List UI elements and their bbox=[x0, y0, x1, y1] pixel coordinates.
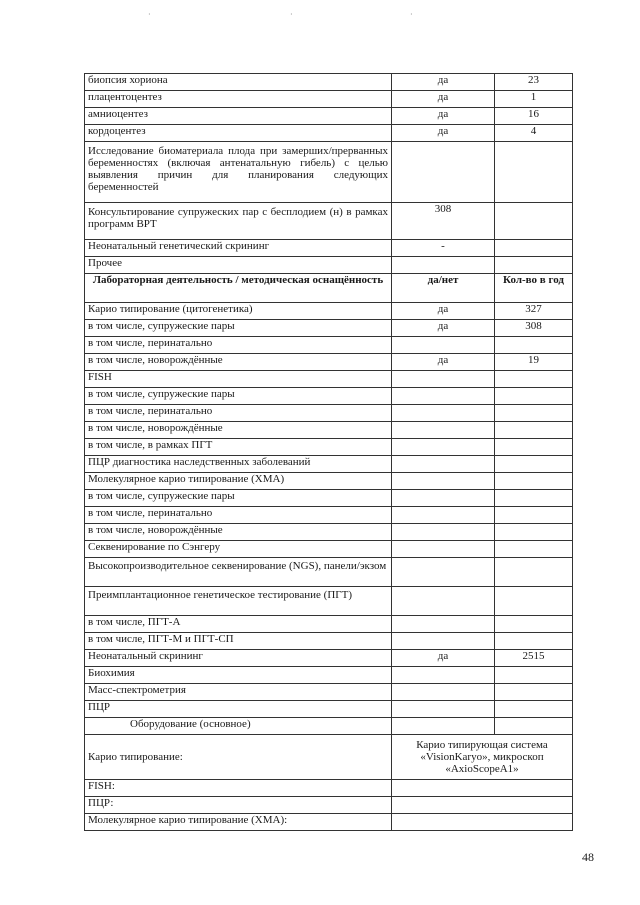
yes-no-header: да/нет bbox=[392, 274, 495, 303]
count-cell: 19 bbox=[495, 354, 573, 371]
count-cell: 1 bbox=[495, 91, 573, 108]
row-label: Прочее bbox=[85, 257, 392, 274]
yes-no-cell bbox=[392, 490, 495, 507]
table-row bbox=[85, 587, 573, 616]
table-row bbox=[85, 337, 573, 354]
table-row bbox=[85, 108, 573, 125]
row-label: в том числе, ПГТ-М и ПГТ-СП bbox=[85, 633, 392, 650]
yes-no-cell bbox=[392, 388, 495, 405]
table-row bbox=[85, 142, 573, 203]
table-row bbox=[85, 524, 573, 541]
table-row bbox=[85, 439, 573, 456]
yes-no-cell bbox=[392, 371, 495, 388]
row-label: Биохимия bbox=[85, 667, 392, 684]
count-cell: 4 bbox=[495, 125, 573, 142]
count-cell bbox=[495, 240, 573, 257]
count-cell bbox=[495, 558, 573, 587]
table-row bbox=[85, 473, 573, 490]
yes-no-cell bbox=[392, 405, 495, 422]
section-header-row bbox=[85, 274, 573, 303]
table-row bbox=[85, 371, 573, 388]
equipment-header-row bbox=[85, 718, 573, 735]
row-label: ПЦР диагностика наследственных заболеваний bbox=[85, 456, 392, 473]
row-label: в том числе, перинатально bbox=[85, 507, 392, 524]
equipment-description bbox=[392, 780, 573, 797]
count-cell bbox=[495, 667, 573, 684]
count-cell bbox=[495, 473, 573, 490]
table-row bbox=[85, 91, 573, 108]
yes-no-cell bbox=[392, 439, 495, 456]
table-row bbox=[85, 701, 573, 718]
table-row bbox=[85, 257, 573, 274]
row-label: Карио типирование: bbox=[85, 735, 392, 780]
scan-speck: · bbox=[410, 10, 413, 19]
equipment-description: Карио типирующая система «VisionKaryo», микроскоп «AxioScopeA1» bbox=[392, 735, 573, 780]
count-header: Кол-во в год bbox=[495, 274, 573, 303]
count-cell: 16 bbox=[495, 108, 573, 125]
table-row bbox=[85, 616, 573, 633]
count-cell bbox=[495, 701, 573, 718]
yes-no-cell bbox=[392, 541, 495, 558]
count-cell bbox=[495, 422, 573, 439]
row-label: в том числе, перинатально bbox=[85, 405, 392, 422]
count-cell bbox=[495, 507, 573, 524]
table-row bbox=[85, 797, 573, 814]
count-cell bbox=[495, 371, 573, 388]
count-cell bbox=[495, 337, 573, 354]
row-label: ПЦР: bbox=[85, 797, 392, 814]
row-label: в том числе, новорождённые bbox=[85, 524, 392, 541]
count-cell: 327 bbox=[495, 303, 573, 320]
table-row bbox=[85, 354, 573, 371]
yes-no-cell: - bbox=[392, 240, 495, 257]
count-cell bbox=[495, 439, 573, 456]
row-label: амниоцентез bbox=[85, 108, 392, 125]
count-cell bbox=[495, 456, 573, 473]
table-row bbox=[85, 303, 573, 320]
row-label: FISH bbox=[85, 371, 392, 388]
table-row bbox=[85, 490, 573, 507]
yes-no-cell: да bbox=[392, 354, 495, 371]
yes-no-cell: да bbox=[392, 125, 495, 142]
section-header-label: Лабораторная деятельность / методическая оснащённость bbox=[85, 274, 392, 303]
yes-no-cell: да bbox=[392, 108, 495, 125]
row-label: кордоцентез bbox=[85, 125, 392, 142]
count-cell bbox=[495, 490, 573, 507]
row-label: Консультирование супружеских пар с бесплодием (н) в рамках программ ВРТ bbox=[85, 203, 392, 240]
table-row bbox=[85, 541, 573, 558]
row-label: FISH: bbox=[85, 780, 392, 797]
page-number: 48 bbox=[582, 850, 594, 864]
equipment-description bbox=[392, 797, 573, 814]
count-cell bbox=[495, 388, 573, 405]
yes-no-cell bbox=[392, 257, 495, 274]
table-row bbox=[85, 735, 573, 780]
table-row bbox=[85, 814, 573, 831]
count-cell: 23 bbox=[495, 74, 573, 91]
row-label: в том числе, супружеские пары bbox=[85, 388, 392, 405]
table-row bbox=[85, 74, 573, 91]
row-label: в том числе, супружеские пары bbox=[85, 320, 392, 337]
yes-no-cell bbox=[392, 701, 495, 718]
yes-no-cell bbox=[392, 142, 495, 203]
row-label: плацентоцентез bbox=[85, 91, 392, 108]
table-row bbox=[85, 684, 573, 701]
table-row bbox=[85, 650, 573, 667]
count-cell bbox=[495, 405, 573, 422]
count-cell bbox=[495, 616, 573, 633]
equipment-header-label: Оборудование (основное) bbox=[85, 718, 392, 735]
table-row bbox=[85, 240, 573, 257]
count-cell bbox=[495, 587, 573, 616]
yes-no-cell bbox=[392, 507, 495, 524]
count-cell bbox=[495, 718, 573, 735]
row-label: Масс-спектрометрия bbox=[85, 684, 392, 701]
row-label: в том числе, перинатально bbox=[85, 337, 392, 354]
yes-no-cell bbox=[392, 337, 495, 354]
yes-no-cell bbox=[392, 684, 495, 701]
yes-no-cell: да bbox=[392, 303, 495, 320]
table-row bbox=[85, 780, 573, 797]
row-label: ПЦР bbox=[85, 701, 392, 718]
table-row bbox=[85, 203, 573, 240]
table-row bbox=[85, 456, 573, 473]
yes-no-cell: 308 bbox=[392, 203, 495, 240]
yes-no-cell: да bbox=[392, 650, 495, 667]
row-label: Карио типирование (цитогенетика) bbox=[85, 303, 392, 320]
yes-no-cell bbox=[392, 473, 495, 490]
table-row bbox=[85, 667, 573, 684]
table-row bbox=[85, 633, 573, 650]
equipment-description bbox=[392, 814, 573, 831]
yes-no-cell bbox=[392, 587, 495, 616]
row-label: Неонатальный генетический скрининг bbox=[85, 240, 392, 257]
table-row bbox=[85, 125, 573, 142]
table-row bbox=[85, 422, 573, 439]
row-label: биопсия хориона bbox=[85, 74, 392, 91]
count-cell bbox=[495, 203, 573, 240]
yes-no-cell: да bbox=[392, 74, 495, 91]
count-cell bbox=[495, 524, 573, 541]
yes-no-cell bbox=[392, 524, 495, 541]
yes-no-cell bbox=[392, 456, 495, 473]
count-cell: 308 bbox=[495, 320, 573, 337]
count-cell bbox=[495, 541, 573, 558]
table-row bbox=[85, 558, 573, 587]
scan-speck: · bbox=[290, 10, 293, 19]
row-label: Молекулярное карио типирование (ХМА) bbox=[85, 473, 392, 490]
row-label: в том числе, новорождённые bbox=[85, 422, 392, 439]
yes-no-cell bbox=[392, 667, 495, 684]
count-cell bbox=[495, 257, 573, 274]
table-row bbox=[85, 388, 573, 405]
row-label: в том числе, ПГТ-А bbox=[85, 616, 392, 633]
yes-no-cell bbox=[392, 633, 495, 650]
table-row bbox=[85, 507, 573, 524]
yes-no-cell: да bbox=[392, 320, 495, 337]
count-cell bbox=[495, 684, 573, 701]
count-cell bbox=[495, 633, 573, 650]
row-label: Секвенирование по Сэнгеру bbox=[85, 541, 392, 558]
yes-no-cell bbox=[392, 616, 495, 633]
count-cell: 2515 bbox=[495, 650, 573, 667]
scan-speck: · bbox=[148, 10, 151, 19]
row-label: в том числе, новорождённые bbox=[85, 354, 392, 371]
genetics-services-table bbox=[84, 73, 573, 831]
row-label: Молекулярное карио типирование (ХМА): bbox=[85, 814, 392, 831]
row-label: Неонатальный скрининг bbox=[85, 650, 392, 667]
row-label: Высокопроизводительное секвенирование (NGS), панели/экзом bbox=[85, 558, 392, 587]
table-row bbox=[85, 405, 573, 422]
row-label: в том числе, в рамках ПГТ bbox=[85, 439, 392, 456]
row-label: в том числе, супружеские пары bbox=[85, 490, 392, 507]
yes-no-cell bbox=[392, 422, 495, 439]
yes-no-cell bbox=[392, 718, 495, 735]
row-label: Преимплантационное генетическое тестирование (ПГТ) bbox=[85, 587, 392, 616]
yes-no-cell bbox=[392, 558, 495, 587]
yes-no-cell: да bbox=[392, 91, 495, 108]
table-row bbox=[85, 320, 573, 337]
count-cell bbox=[495, 142, 573, 203]
row-label: Исследование биоматериала плода при замерших/прерванных беременностях (включая антенатальную гибель) с целью выявления причин для планирования следующих беременностей bbox=[85, 142, 392, 203]
